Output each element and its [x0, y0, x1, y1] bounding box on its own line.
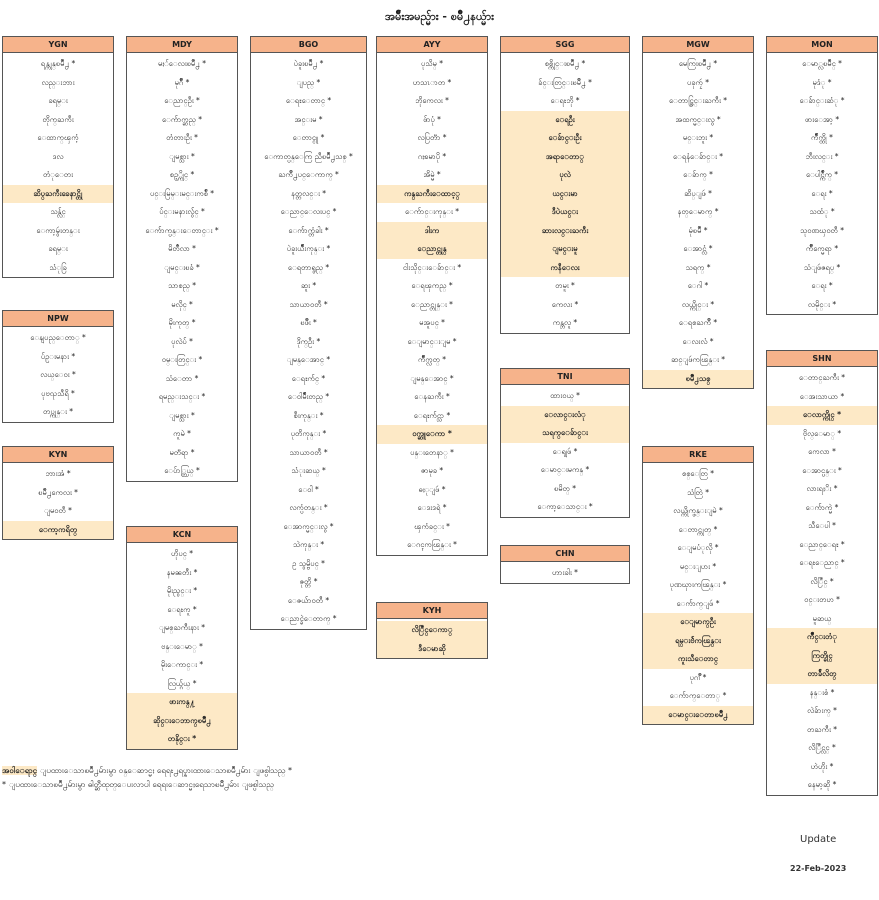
region-header: BGO [251, 37, 366, 53]
township-item: ပုဏၰားကၽြန္း * [669, 580, 727, 589]
township-list [251, 53, 366, 629]
township-item: ဓႏုျဖဴ * [418, 484, 446, 494]
township-item: ေဂါ * [687, 281, 709, 290]
township-item: ေခ်ာက္ * [683, 170, 713, 179]
township-item: ဖားေအာ့ * [804, 114, 840, 124]
township-item-highlighted: ဒါးက [377, 222, 487, 241]
township-item-highlighted: ေကာ့ကရိတ္ [3, 521, 113, 540]
township-item: တံုေတး [42, 170, 74, 179]
township-item: ေရး * [811, 188, 833, 198]
township-item: ဝမ္းတြင္း * [161, 355, 203, 364]
township-item: လယ္ကိုက္ဖန္းျမဲ * [673, 506, 723, 515]
township-item: ဆိပ္ျဖဴ * [684, 188, 712, 198]
township-item: သာစည္ * [168, 281, 196, 290]
township-item: ျမစ္ႀကီးနား * [159, 623, 205, 632]
township-item: ေတာင္ကုတ္ * [678, 524, 718, 534]
township-item: ၿဖိဳး * [300, 318, 317, 327]
township-item: ေလးလံ * [682, 336, 714, 346]
township-item: သဲကုန္း * [292, 540, 325, 549]
region-header: RKE [643, 447, 753, 463]
region-ayy [376, 36, 488, 556]
township-item: ထားဝယ္ * [550, 391, 580, 400]
township-item: ေတာင္ငူ * [292, 133, 325, 142]
township-item: မင္းဘူး * [682, 133, 714, 142]
region-header: SGG [501, 37, 629, 53]
page-title: အမ်ဳိးအမည္မ်ား - ၿမိဳ႕နယ္မ်ား [385, 10, 494, 23]
township-item: ေကာတ္ပန္ေကြ ညီၿမိဳ႕သစ္ * [264, 151, 353, 161]
township-item: ၾကံခင္း * [414, 521, 450, 531]
township-item-highlighted: ဝက္ဆူေကာ * [377, 425, 487, 444]
region-header: TNI [501, 369, 629, 385]
region-rke [642, 446, 754, 725]
township-item: ေဇယ်ာဝတီ * [287, 595, 330, 605]
region-header: CHN [501, 546, 629, 562]
township-item: ေထာက္ၾကံ့ [37, 133, 79, 142]
township-item-highlighted: ကြတ္ခိုင္ [767, 647, 877, 666]
township-item-highlighted: ၿမိဳ႕သစ္ [643, 370, 753, 389]
township-item: ေက်ာက္တံခါး * [288, 225, 329, 235]
township-item: က်ိဳက္လတ္ * [417, 355, 447, 364]
township-item-highlighted: ကန္ႀကီးေထာင့္ [377, 185, 487, 204]
township-item: မိုးကုတ္ * [168, 318, 196, 327]
township-item-highlighted: ေမာင္းေတာၿမိဳ႕ [643, 706, 753, 725]
township-item: ဒိုက္ဦး * [296, 336, 321, 346]
township-item: ေမာ္လၿမိဳင္ * [802, 59, 842, 68]
region-header: NPW [3, 311, 113, 327]
township-item: သန္လ်င္ [50, 207, 66, 216]
region-mon [766, 36, 878, 315]
township-item: လမိုင္း * [807, 299, 837, 309]
township-item: မလိုင္ * [171, 299, 193, 309]
township-item: သံျဖဴဇရပ္ * [803, 262, 841, 272]
region-header: MON [767, 37, 877, 53]
township-item: မူဆယ္ [812, 613, 832, 623]
township-item: ေရတာရွည္ * [287, 262, 330, 272]
township-item: ပခုကၠဴ * [687, 77, 709, 87]
region-kcn [126, 526, 238, 750]
region-kyh [376, 602, 488, 659]
region-header: KYN [3, 447, 113, 463]
township-item: ဗိုလ္ေမာ္ * [802, 428, 842, 438]
township-list [127, 53, 237, 481]
township-item: သထံု * [809, 207, 835, 216]
township-item: ရမည္းသင္း * [158, 392, 206, 401]
township-item-highlighted: ရမ္းဗ်ဲကၽြန္း [643, 632, 753, 651]
update-date: 22-Feb-2023 [790, 864, 847, 873]
township-item: ေကာ့မွဴးတန္း [36, 225, 80, 235]
township-item: ပဲခူးယ်ိဳးကုန္း * [286, 244, 331, 253]
region-header: KYH [377, 603, 487, 619]
township-item: အိမ္မဲ * [423, 170, 441, 179]
township-item: ဘိုကေလး * [415, 96, 449, 105]
region-sgg [500, 36, 630, 334]
township-list [501, 562, 629, 583]
township-item: ခရမ္း [48, 96, 68, 105]
township-item: နတ္ေမာက္ * [677, 207, 719, 216]
township-item: ေရႊကူ * [167, 604, 197, 614]
township-item: ဂႏၶမာပို * [417, 151, 447, 161]
township-item: ေတာင္တြင္းႀကီး * [668, 96, 728, 105]
township-item: ေက်ာင္းကုန္း * [405, 207, 459, 216]
township-item: ၿမိဳ႕ကေလး * [38, 487, 78, 497]
region-chn [500, 545, 630, 584]
township-item: မႏၲေလးၿမိဳ႕ * [157, 59, 207, 68]
township-item: လြယ္ဂ်ယ္ * [167, 678, 197, 688]
township-item: ေရႊဘို * [550, 96, 580, 105]
township-item: ကေလာ * [808, 447, 836, 456]
township-item: ဝင္းတဟ * [804, 595, 840, 604]
region-header: AYY [377, 37, 487, 53]
township-list [643, 53, 753, 388]
township-item: မေကြးၿမိဳ႕ * [678, 59, 718, 68]
township-item: ေရနံေခ်ာင္း * [672, 151, 724, 161]
township-item: ေက်ာက္ျဖဴ * [676, 598, 720, 608]
township-item: လည္းဘား [41, 77, 75, 87]
township-item-highlighted: ေညာင္တုန္ [377, 240, 487, 259]
township-item: ေက်ာက္ပန္းေတာင္း * [145, 225, 219, 235]
township-item-highlighted: ဒီေမာဆို [377, 640, 487, 659]
township-item: ေခ်ာင္းဆံု * [799, 96, 845, 105]
township-item: ပုဂၢိဳ * [689, 672, 707, 682]
township-item: ကန္ဘလူ * [552, 318, 578, 327]
township-item: မတၱရာ * [169, 447, 195, 457]
township-item-highlighted: ေခ်ာင္းဦး [501, 129, 629, 148]
township-item: ေရၾကည္ * [411, 281, 453, 290]
township-item-highlighted: ေျမာက္ဦး [643, 613, 753, 632]
township-item: ႀကိဳ႕ပင္ေကာက္ * [278, 170, 339, 179]
township-item: ေညာင္ခဲေတာက္ * [280, 614, 337, 623]
township-item: မိုးညွင္း * [166, 586, 198, 595]
region-header: MGW [643, 37, 753, 53]
township-item: ဆူး * [300, 281, 317, 290]
township-item: သံေတာ * [165, 373, 199, 383]
township-item: ေက်ာက္ဆည္ * [161, 114, 203, 124]
township-item-highlighted: ဖားကန္႔ [127, 693, 237, 712]
township-item-highlighted: ဆိုင္းေဘာက္ၿမိဳ႕ [127, 712, 237, 731]
township-item: ပ်င္းမနားလွ်င္ * [159, 207, 205, 216]
township-item: ဟားခါး * [552, 568, 578, 577]
township-item: ေကာ့ေသာင္း * [537, 502, 593, 511]
township-item: စစ္ေတြ * [681, 469, 714, 478]
township-item: ေညာင္ဦး * [164, 96, 200, 105]
township-item-highlighted: ကနီေလး [501, 259, 629, 278]
township-item-highlighted: ေရဦး [501, 111, 629, 130]
township-item: ငါးသိုင္းေခ်ာင္း * [402, 262, 462, 272]
township-item: ဘီးလင္း * [805, 151, 839, 161]
township-item: ေဒးဒရဲ * [417, 503, 447, 512]
township-item: မုဒံု * [812, 77, 832, 87]
township-item-highlighted: လိြဳင္ေကာ္ [377, 621, 487, 640]
township-item: အင္းမ * [294, 114, 323, 124]
township-item: ၿမိတ္ * [553, 483, 576, 493]
township-item: ဖ်ာပုံ * [423, 114, 441, 124]
township-item: က်ိဳက္မေရာ * [805, 244, 839, 253]
township-list [377, 53, 487, 555]
region-kyn [2, 446, 114, 540]
township-item: ေညာင္ေရႊ * [799, 539, 845, 549]
township-item: ပင္းမြမ္းမင္းကစ်ဳ * [149, 188, 215, 198]
township-item: သီေပါ * [808, 521, 836, 530]
township-item: ပုတိကုန္း * [290, 429, 327, 438]
township-item: နတ္တလင္း * [290, 188, 327, 198]
region-mgw [642, 36, 754, 389]
township-item: ေရႊက်င္သာ * [413, 410, 451, 420]
township-item: ခ်င္းတြင္းၿမိဳ႕ * [538, 77, 592, 87]
township-item-highlighted: ယင္းမာ [501, 185, 629, 204]
township-item: ေအာင္ပန္း * [802, 465, 842, 475]
township-item: စစ္ကိုင္းၿမိဳ႕ * [544, 59, 586, 68]
region-header: MDY [127, 37, 237, 53]
township-item: ရန္ကုန္ၿမိဳ႕ * [40, 59, 76, 68]
township-item: သရက္ * [685, 262, 711, 272]
township-list [3, 463, 113, 539]
township-item: လဲခ်ားက္ * [807, 706, 837, 715]
township-item: ပုဗၺသီရိ * [41, 388, 75, 398]
township-item: မိတၳီလာ * [168, 244, 196, 253]
township-item: ျမဝတီ * [44, 506, 72, 515]
township-list [377, 619, 487, 658]
township-item: ေညာင္တုန္း * [411, 299, 453, 309]
township-list [127, 543, 237, 749]
region-tni [500, 368, 630, 518]
township-item-highlighted: ဆိပ္ႀကီးခေနာင္တို [3, 185, 113, 204]
note-key: အဝါေရာင္ [2, 766, 38, 775]
township-list [3, 53, 113, 277]
township-item: ေရႊေညာင္ * [799, 558, 845, 567]
township-item: တပ္ကုန္း * [43, 407, 73, 416]
township-item-highlighted: အရာေတာ္ [501, 148, 629, 167]
township-list [643, 463, 753, 724]
township-item: ဒလ [52, 151, 64, 161]
township-item-highlighted: ျမင္းမူ [501, 240, 629, 259]
township-item: ေတာင္ႀကီး * [798, 373, 846, 382]
region-header: SHN [767, 351, 877, 367]
township-item: စီးကုန္း * [293, 410, 324, 420]
region-bgo [250, 36, 367, 630]
township-item: ဇုတ္တိ * [299, 577, 318, 586]
township-item: သံတြဲ * [687, 487, 709, 497]
township-list [3, 327, 113, 422]
township-list [767, 367, 877, 795]
township-item: ေရစႀကိဳ * [678, 318, 718, 327]
township-item: မိုးေကာင္း * [160, 660, 204, 669]
township-item: လယ္ကိုင္း * [681, 299, 715, 309]
township-item-highlighted: ဆားလင္းႀကီး [501, 222, 629, 241]
township-item: ဗန္းေမာ္ * [161, 641, 203, 651]
township-item: က်ိဳက္ထို * [811, 133, 833, 142]
township-item: ေအာင္လံ * [683, 244, 713, 253]
township-item: ေျမာင္းျမ * [407, 336, 457, 346]
township-item: လိြဳင္လင္ * [808, 743, 836, 752]
township-item: ပုလဲပ် * [171, 336, 193, 346]
township-list [767, 53, 877, 314]
region-npw [2, 310, 114, 423]
township-item: ခရမ္း [48, 244, 68, 253]
township-item: ေအးသာယာ * [799, 391, 845, 401]
township-item: ျမန္ေအာင္ * [410, 373, 454, 383]
township-item: ေက်ာက္မဲ * [805, 502, 839, 512]
township-item: တႀကီး * [807, 724, 837, 734]
township-item-highlighted: ေလာင္းလံု [501, 406, 629, 425]
township-item: နမၼတီး * [166, 567, 198, 577]
township-item: ေျမပံုလို * [677, 543, 719, 552]
township-item: ေရႊက်င္ * [291, 373, 326, 383]
township-list [501, 53, 629, 333]
township-item: ေဂၚကၽြန္း * [407, 540, 457, 549]
township-item: လက္ပံတန္း * [289, 503, 328, 512]
township-item: လိြဳင္ * [810, 576, 834, 586]
township-item: ေနျပည္ေတာ္ * [30, 333, 86, 342]
township-item: သံုးဆယ္ * [291, 466, 326, 475]
township-item: ဟသၤာတ * [412, 77, 452, 87]
township-item: ေညာင္ေလးပင္ * [280, 207, 337, 216]
township-item: ေပ်ာ္ဘြယ္ * [164, 466, 200, 475]
township-item: ေရျဖဴ * [552, 446, 578, 456]
note-text: * ျပထားေသာၿမိဳ႕မ်ားမွာ ဓါတ္ဆီထုတ္ေပးလာပါ ရေရးေဆာင္မႈရေသာၿမိဳ႕မ်ား ျဖစ္ပါသည္ [2, 780, 274, 789]
township-item: ေနႀကီး * [414, 392, 450, 401]
township-item: ကူမဲ * [173, 429, 191, 438]
township-item: ေမာင္းမကန္ * [540, 465, 590, 474]
township-item: သာယာဝတီ * [289, 447, 328, 457]
township-item: ေက်ာက္ေတာ္ * [669, 691, 727, 700]
legend-notes [2, 764, 422, 792]
township-item: ျမန္ေအာင္ * [286, 355, 331, 364]
township-item: ေရး * [811, 281, 833, 290]
township-list [501, 385, 629, 517]
township-item: ျမင္းၿခံ * [164, 262, 200, 272]
township-item: လယ္ေဝး * [40, 370, 76, 379]
township-item: ဥ သွမ္ဗိပင္ * [292, 558, 325, 568]
region-header: YGN [3, 37, 113, 53]
township-item: အထက္မင္းလွ * [675, 114, 721, 124]
township-item: တိုက္ႀကီး [42, 114, 74, 124]
region-header: KCN [127, 527, 237, 543]
township-item: နေမာ့ဆို * [807, 780, 837, 789]
township-item: ဆင္ျဖဴကၽြန္း * [670, 355, 726, 364]
township-item-highlighted: က်ိဳင္းတံု [767, 628, 877, 647]
township-item: စဥ့္ကိုင္ * [169, 170, 195, 179]
township-item: ေဝါ * [298, 484, 319, 494]
region-ygn [2, 36, 114, 278]
township-item: ပုသိမ္ * [421, 59, 443, 68]
township-item: မင္းျပား * [679, 561, 717, 571]
township-item: လားရႈိး * [806, 484, 838, 493]
township-item: ေရႊေတာင္ * [285, 96, 332, 105]
township-item: တမူး * [555, 281, 575, 290]
township-item: သုဝဏၰဝတီ * [800, 225, 844, 235]
township-item: သံုခြ [49, 262, 67, 272]
township-item: ျမစ္သား * [169, 410, 195, 420]
township-item: တံတားဦး * [166, 133, 198, 142]
region-shn [766, 350, 878, 796]
township-item-highlighted: ကူးသီေတာင္ [643, 650, 753, 669]
township-item: ပ်ဥ္းမနား * [40, 351, 76, 361]
township-item: မအူပင္ * [419, 318, 445, 327]
township-item: ေအာက္မင္းလွ * [283, 521, 334, 531]
township-item: မုဂ်ိဳ * [174, 77, 190, 87]
township-item: ျမစ္သား * [169, 151, 195, 161]
township-item-highlighted: ပုလဲ [501, 166, 629, 185]
note-highlight [2, 764, 422, 778]
township-item: သာယာဝတီ * [289, 299, 328, 309]
township-item: ကေလး * [551, 299, 579, 309]
township-item: ျပည္ * [296, 77, 321, 87]
township-item-highlighted: တာခ်ီလိတ္ [767, 665, 877, 684]
township-item-highlighted: ဒီပဲယင္း [501, 203, 629, 222]
township-item: လပြတၱာ * [417, 133, 447, 142]
township-item-highlighted: သရက္ေခ်ာင္း [501, 424, 629, 443]
note-asterisk [2, 778, 422, 792]
township-item: မုံၿမိဳ * [688, 225, 708, 235]
township-item: ပန္းတေနာ္ * [410, 447, 454, 457]
update-label: Update [800, 834, 837, 845]
township-item: နန္းစံ * [809, 687, 835, 697]
township-item: ေပါင္က်ိဳက္ * [805, 170, 839, 179]
township-item: ဘားအံ * [45, 469, 71, 478]
region-mdy [126, 36, 238, 482]
note-text: ျပထားေသာၿမိဳ႕မ်ားမွာ ဝန္ေဆာင္မႈ ရေရႊ႕ရပ္နားထားေသာၿမိဳ႕မ်ား ျဖစ္ပါသည္ * [37, 766, 293, 775]
township-item-highlighted: ေလာက္ကိုင္ * [767, 406, 877, 425]
township-item: ဟဲဟိုး * [810, 761, 834, 771]
township-item: ဟိုပင္ * [171, 549, 193, 558]
township-item-highlighted: တနိုင္း * [127, 730, 237, 749]
township-item: ပဲခူးၿမိဳ႕ * [293, 59, 324, 68]
township-item: ဇာမုခ * [420, 466, 444, 475]
township-item: ေဝါမ်ိဳးတည္ * [287, 392, 330, 401]
